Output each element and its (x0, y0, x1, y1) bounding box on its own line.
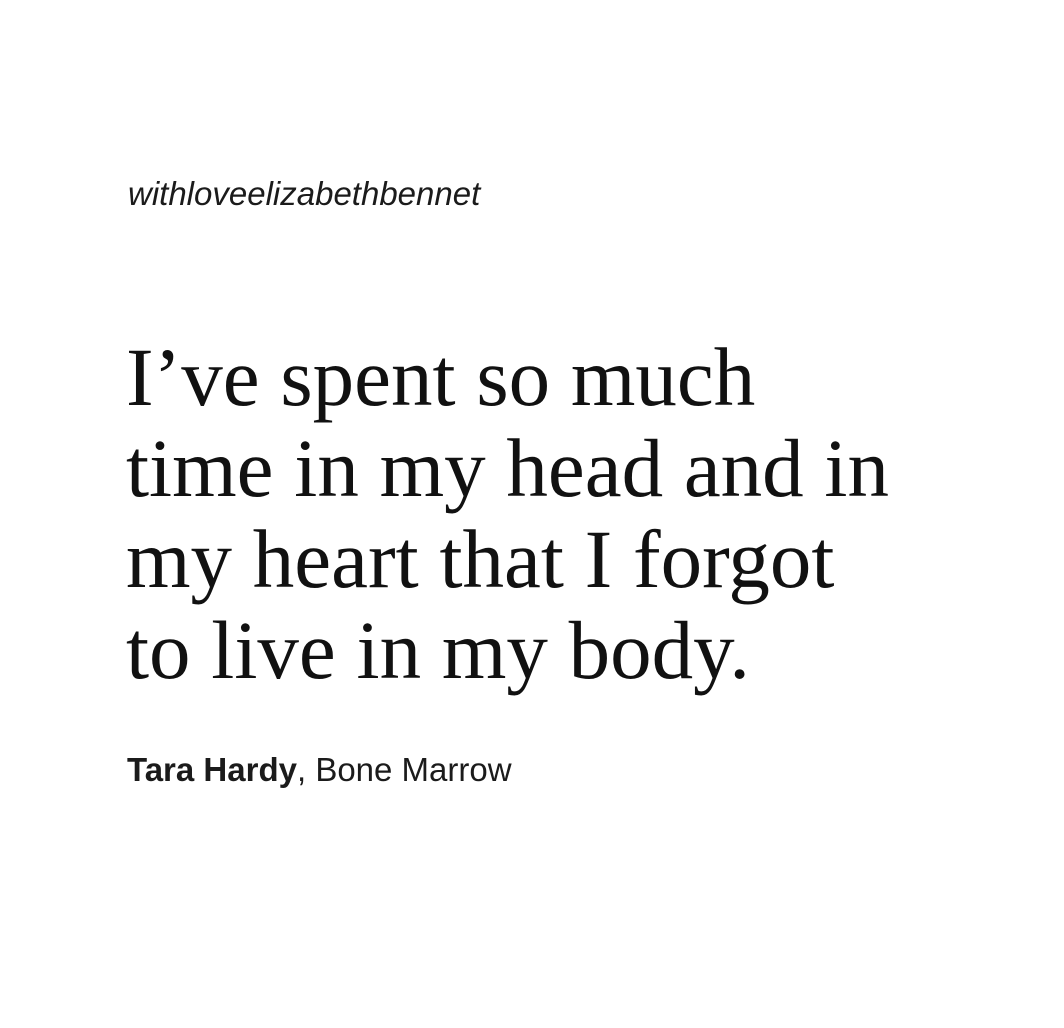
work-title: Bone Marrow (315, 751, 512, 788)
author-name: Tara Hardy (127, 751, 297, 788)
account-handle: withloveelizabethbennet (128, 175, 481, 212)
quote-attribution (127, 748, 512, 792)
quote-line: I’ve spent so much (126, 331, 756, 423)
attribution-separator: , (296, 751, 316, 788)
quote-text (126, 332, 1026, 696)
quote-line: to live in my body. (126, 604, 750, 696)
quote-line: my heart that I forgot (126, 513, 835, 605)
quote-line: time in my head and in (126, 422, 889, 514)
